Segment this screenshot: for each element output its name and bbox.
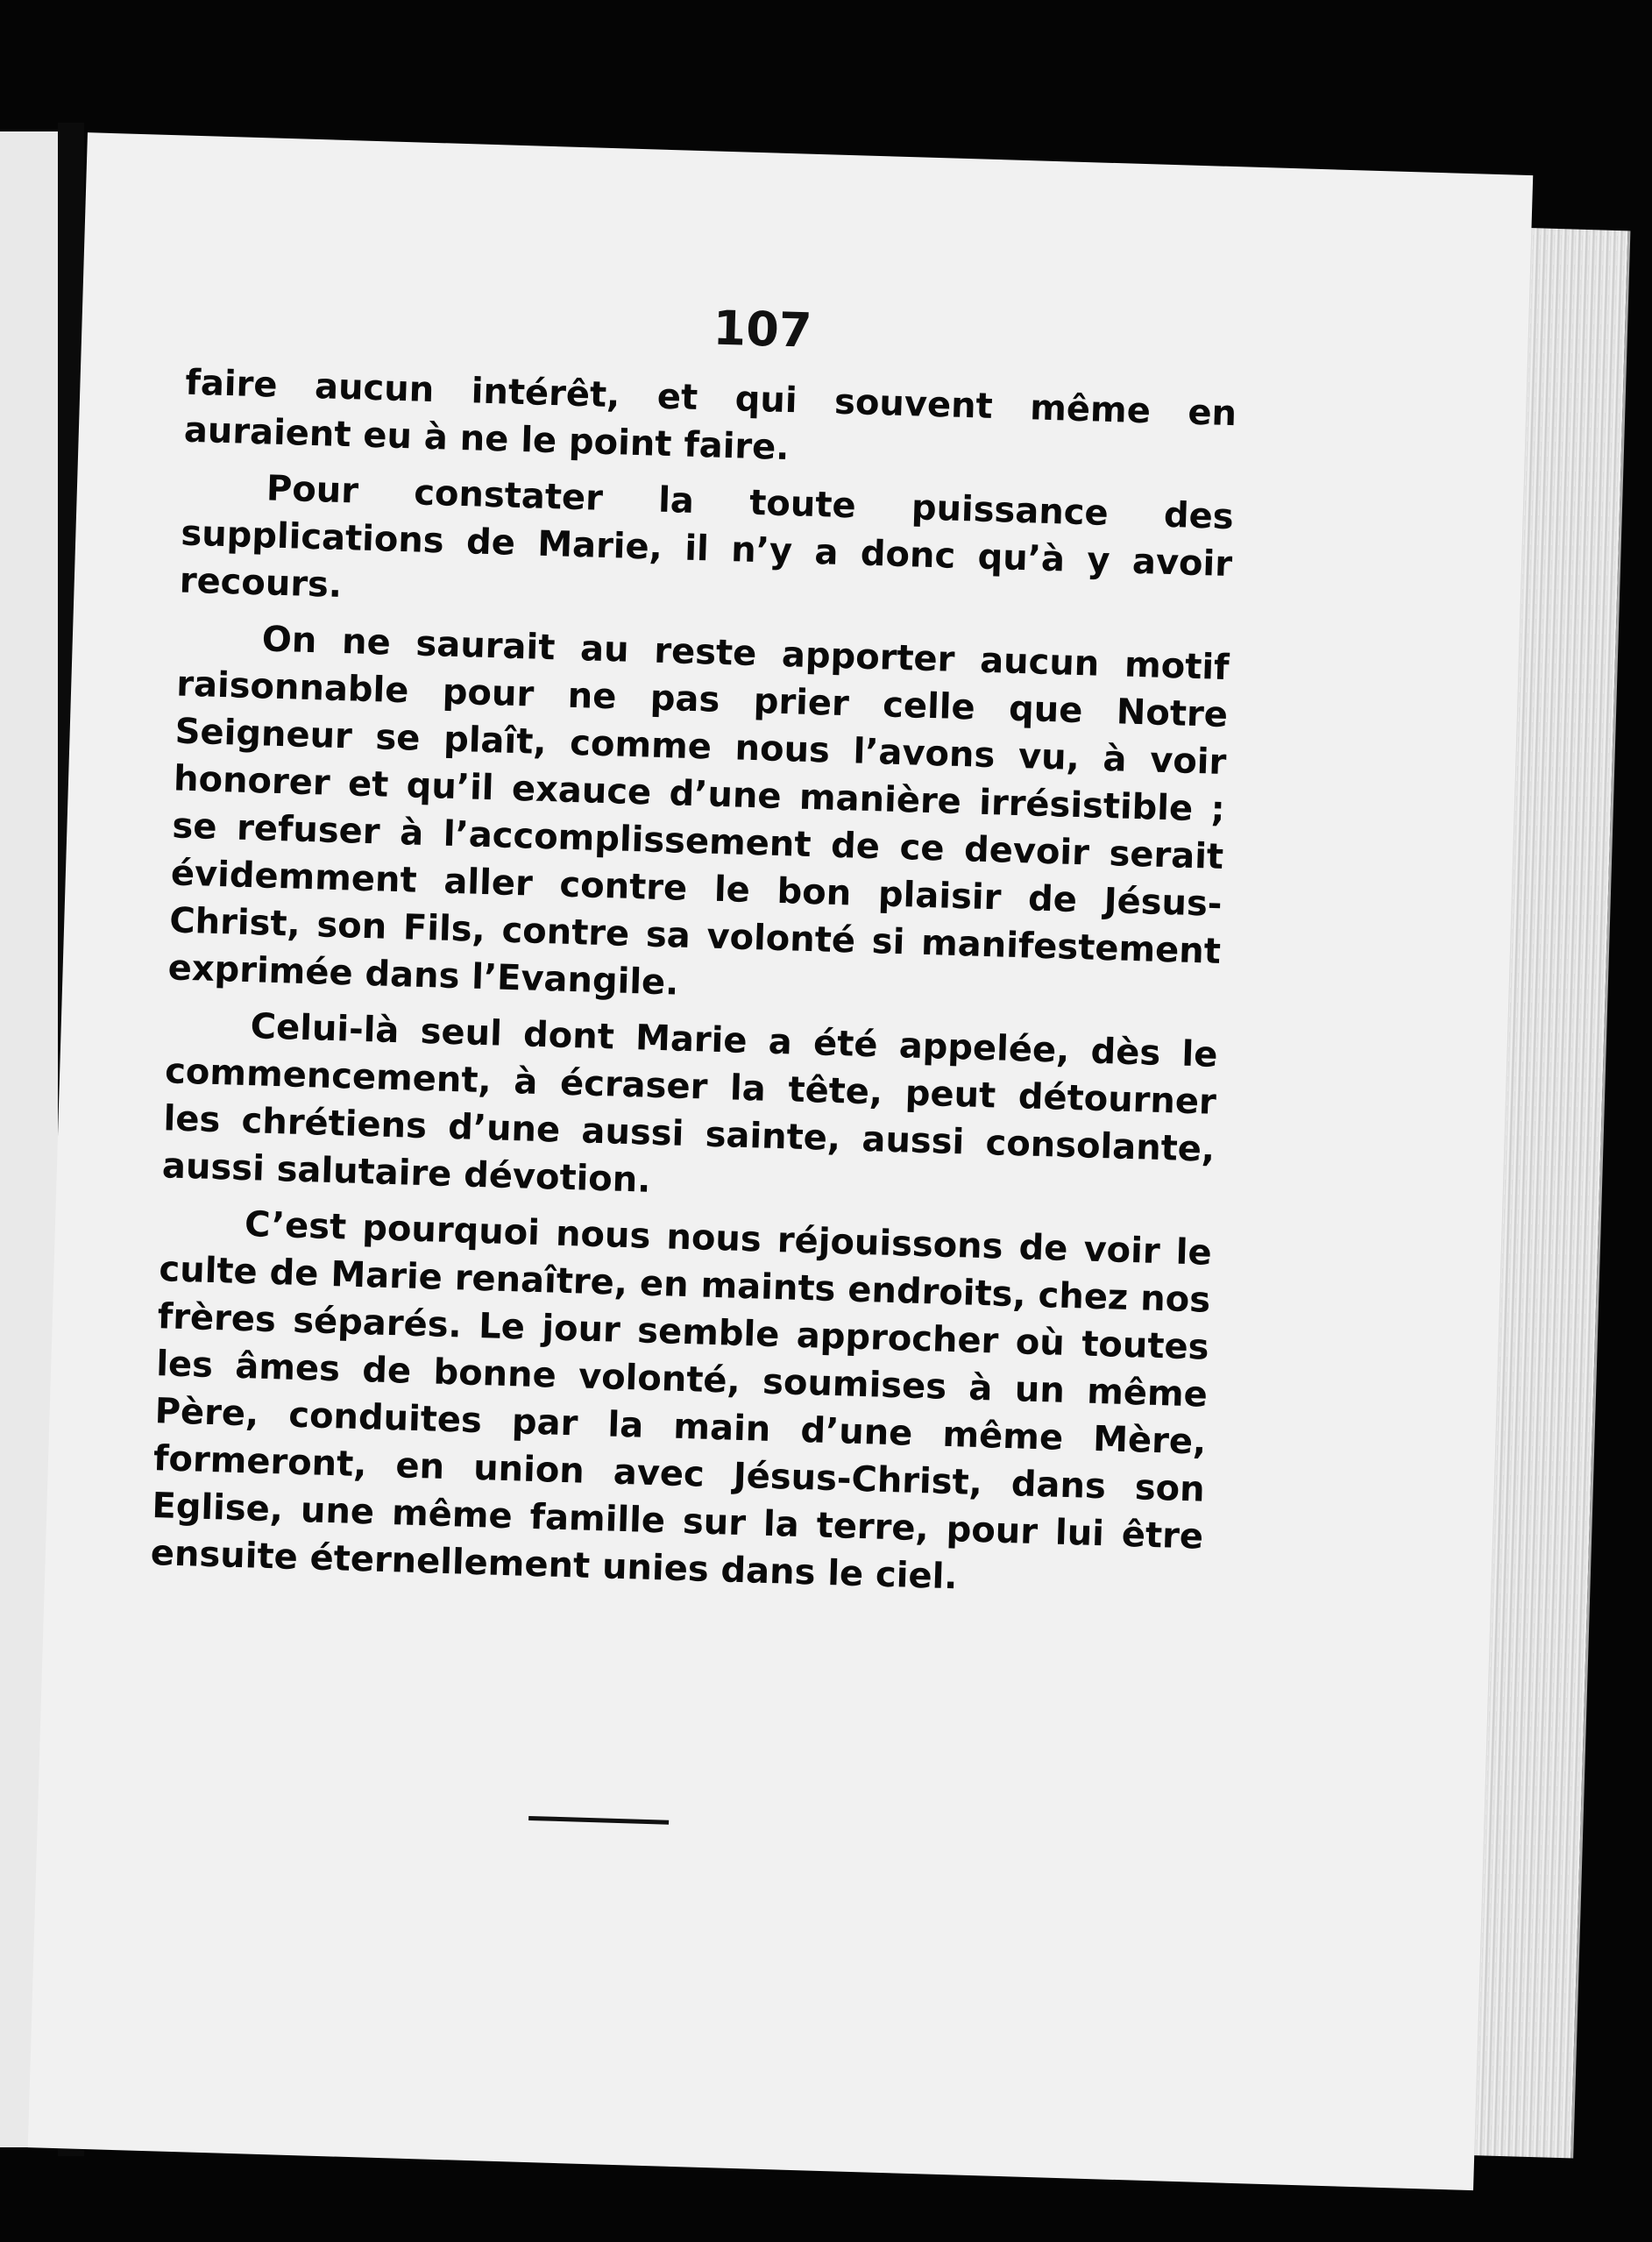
body-text (150, 359, 1237, 1617)
paragraph: Celui-là seul dont Marie a été appelée, dès le commencement, à écraser la tête, peut détourner les chrétiens d’une aussi sainte, aussi consolante, aussi salutaire dévotion. (161, 1006, 1219, 1201)
page-number: 107 (712, 300, 813, 358)
section-end-rule (528, 1816, 669, 1825)
book-page (28, 132, 1534, 2190)
paragraph: faire aucun intérêt, et qui souvent même en auraient eu à ne le point faire. (183, 362, 1237, 469)
paragraph: Pour constater la toute puissance des supplications de Marie, il n’y a donc qu’à y avoir recours. (179, 468, 1235, 607)
paragraph: On ne saurait au reste apporter aucun motif raisonnable pour ne pas prier celle que Notre Seigneur se plaît, comme nous l’avons vu, à voir honorer et qu’il exauce d’une manière irrésistible ; se refuser à l’accomplissement de ce devoir serait évidemment aller contre le bon plaisir de Jésus-Christ, son Fils, contre sa volonté si manifestement exprimée dans l’Evangile. (167, 619, 1230, 1004)
paragraph: C’est pourquoi nous nous réjouissons de voir le culte de Marie renaître, en maints endroits, chez nos frères séparés. Le jour semble approcher où toutes les âmes de bonne volonté, soumises à un même Père, conduites par la main d’une même Mère, formeront, en union avec Jésus-Christ, dans son Eglise, une même famille sur la terre, pour lui être ensuite éternellement unies dans le ciel. (150, 1204, 1213, 1598)
book-page-photo (0, 131, 1629, 2219)
